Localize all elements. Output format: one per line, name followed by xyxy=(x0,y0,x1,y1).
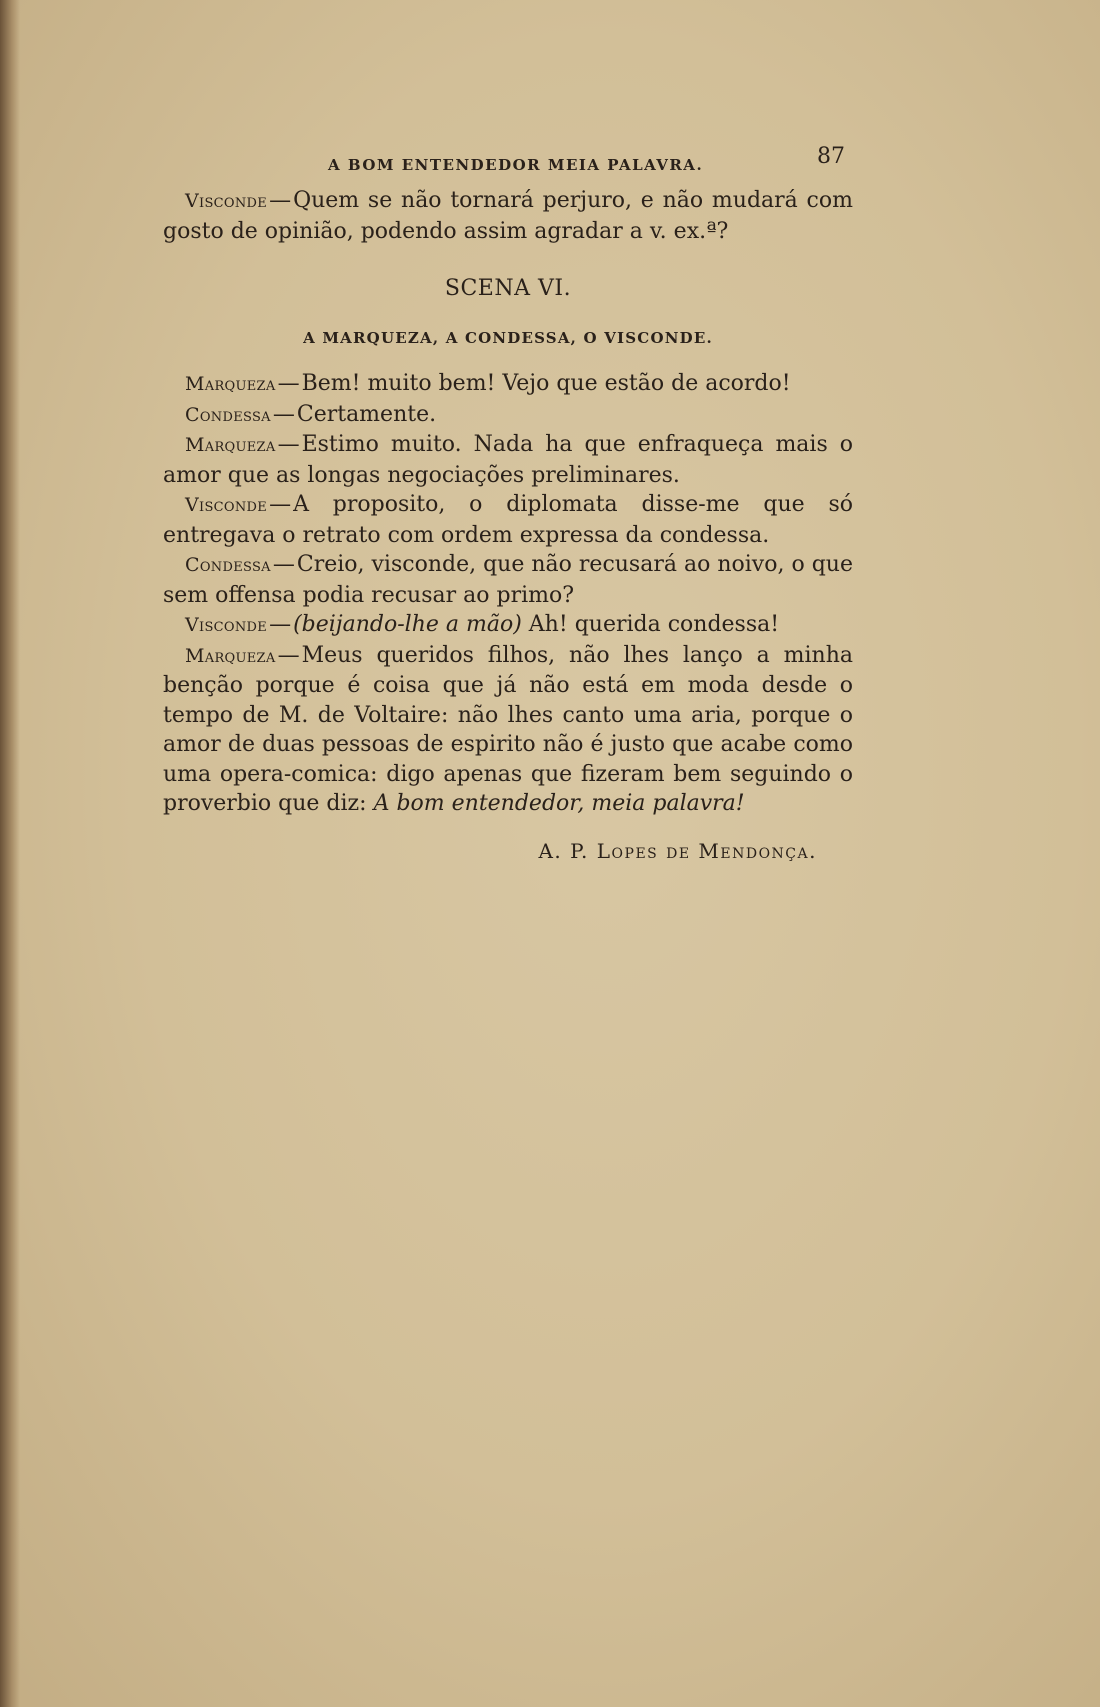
dialogue-line: Visconde—(beijando-lhe a mão) Ah! querida condessa! xyxy=(185,612,780,637)
author-signature: A. P. Lopes de Mendonça. xyxy=(538,838,817,863)
speaker-name: Visconde xyxy=(185,614,268,636)
dialogue-line: Visconde—Quem se não tornará perjuro, e não mudará com gosto de opinião, podendo assim agradar a v. ex.ª? xyxy=(163,188,853,244)
text-block xyxy=(163,140,853,863)
speech-text: Meus queridos filhos, não lhes lanço a minha benção porque é coisa que já não está em moda desde o tempo de M. de Voltaire: não lhes canto uma aria, porque o amor de duas pessoas de espirito não é justo que acabe como uma opera-comica: digo apenas que fizeram bem seguindo o proverbio que diz: xyxy=(163,642,853,816)
page-gutter-shadow xyxy=(0,0,20,1707)
speech-text: Creio, visconde, que não recusará ao noivo, o que sem offensa podia recusar ao primo? xyxy=(163,552,853,608)
scene-title: SCENA VI. xyxy=(444,276,572,301)
speaker-name: Marqueza xyxy=(185,373,276,395)
scene-cast: A MARQUEZA, A CONDESSA, O VISCONDE. xyxy=(303,329,713,347)
speaker-name: Visconde xyxy=(185,494,268,516)
dialogue-line: Marqueza—Estimo muito. Nada ha que enfraqueça mais o amor que as longas negociações preliminares. xyxy=(163,432,853,488)
dialogue-line: Marqueza—Meus queridos filhos, não lhes lanço a minha benção porque é coisa que já não está em moda desde o tempo de M. de Voltaire: não lhes canto uma aria, porque o amor de duas pessoas de espirito não é justo que acabe como uma opera-comica: digo apenas que fizeram bem seguindo o proverbio que diz: A bom entendedor, meia palavra! xyxy=(163,642,853,816)
speech-text: Quem se não tornará perjuro, e não mudará com gosto de opinião, podendo assim agradar a v. ex.ª? xyxy=(163,188,853,244)
speech-text: A proposito, o diplomata disse-me que só entregava o retrato com ordem expressa da condessa. xyxy=(163,492,853,548)
dialogue-line: Visconde—A proposito, o diplomata disse-me que só entregava o retrato com ordem expressa da condessa. xyxy=(163,492,853,548)
speaker-name: Visconde xyxy=(185,190,268,212)
speech-text: Ah! querida condessa! xyxy=(528,612,780,637)
dialogue-line: Marqueza—Bem! muito bem! Vejo que estão de acordo! xyxy=(185,371,791,396)
speech-text: Certamente. xyxy=(296,401,437,427)
speaker-name: Marqueza xyxy=(185,644,276,667)
speaker-name: Condessa xyxy=(185,403,271,426)
dialogue-line: Condessa—Certamente. xyxy=(185,401,437,427)
stage-direction: (beijando-lhe a mão) xyxy=(293,612,522,637)
dialogue-line: Condessa—Creio, visconde, que não recusará ao noivo, o que sem offensa podia recusar ao primo? xyxy=(163,552,853,608)
proverb-text: A bom entendedor, meia palavra! xyxy=(373,791,745,816)
running-title: A BOM ENTENDEDOR MEIA PALAVRA. xyxy=(328,156,704,174)
speaker-name: Condessa xyxy=(185,554,271,576)
page-number: 87 xyxy=(817,144,845,169)
speech-text: Bem! muito bem! Vejo que estão de acordo! xyxy=(301,371,791,396)
speech-text: Estimo muito. Nada ha que enfraqueça mais o amor que as longas negociações preliminares. xyxy=(163,432,853,488)
speaker-name: Marqueza xyxy=(185,434,276,456)
running-head xyxy=(163,140,853,182)
